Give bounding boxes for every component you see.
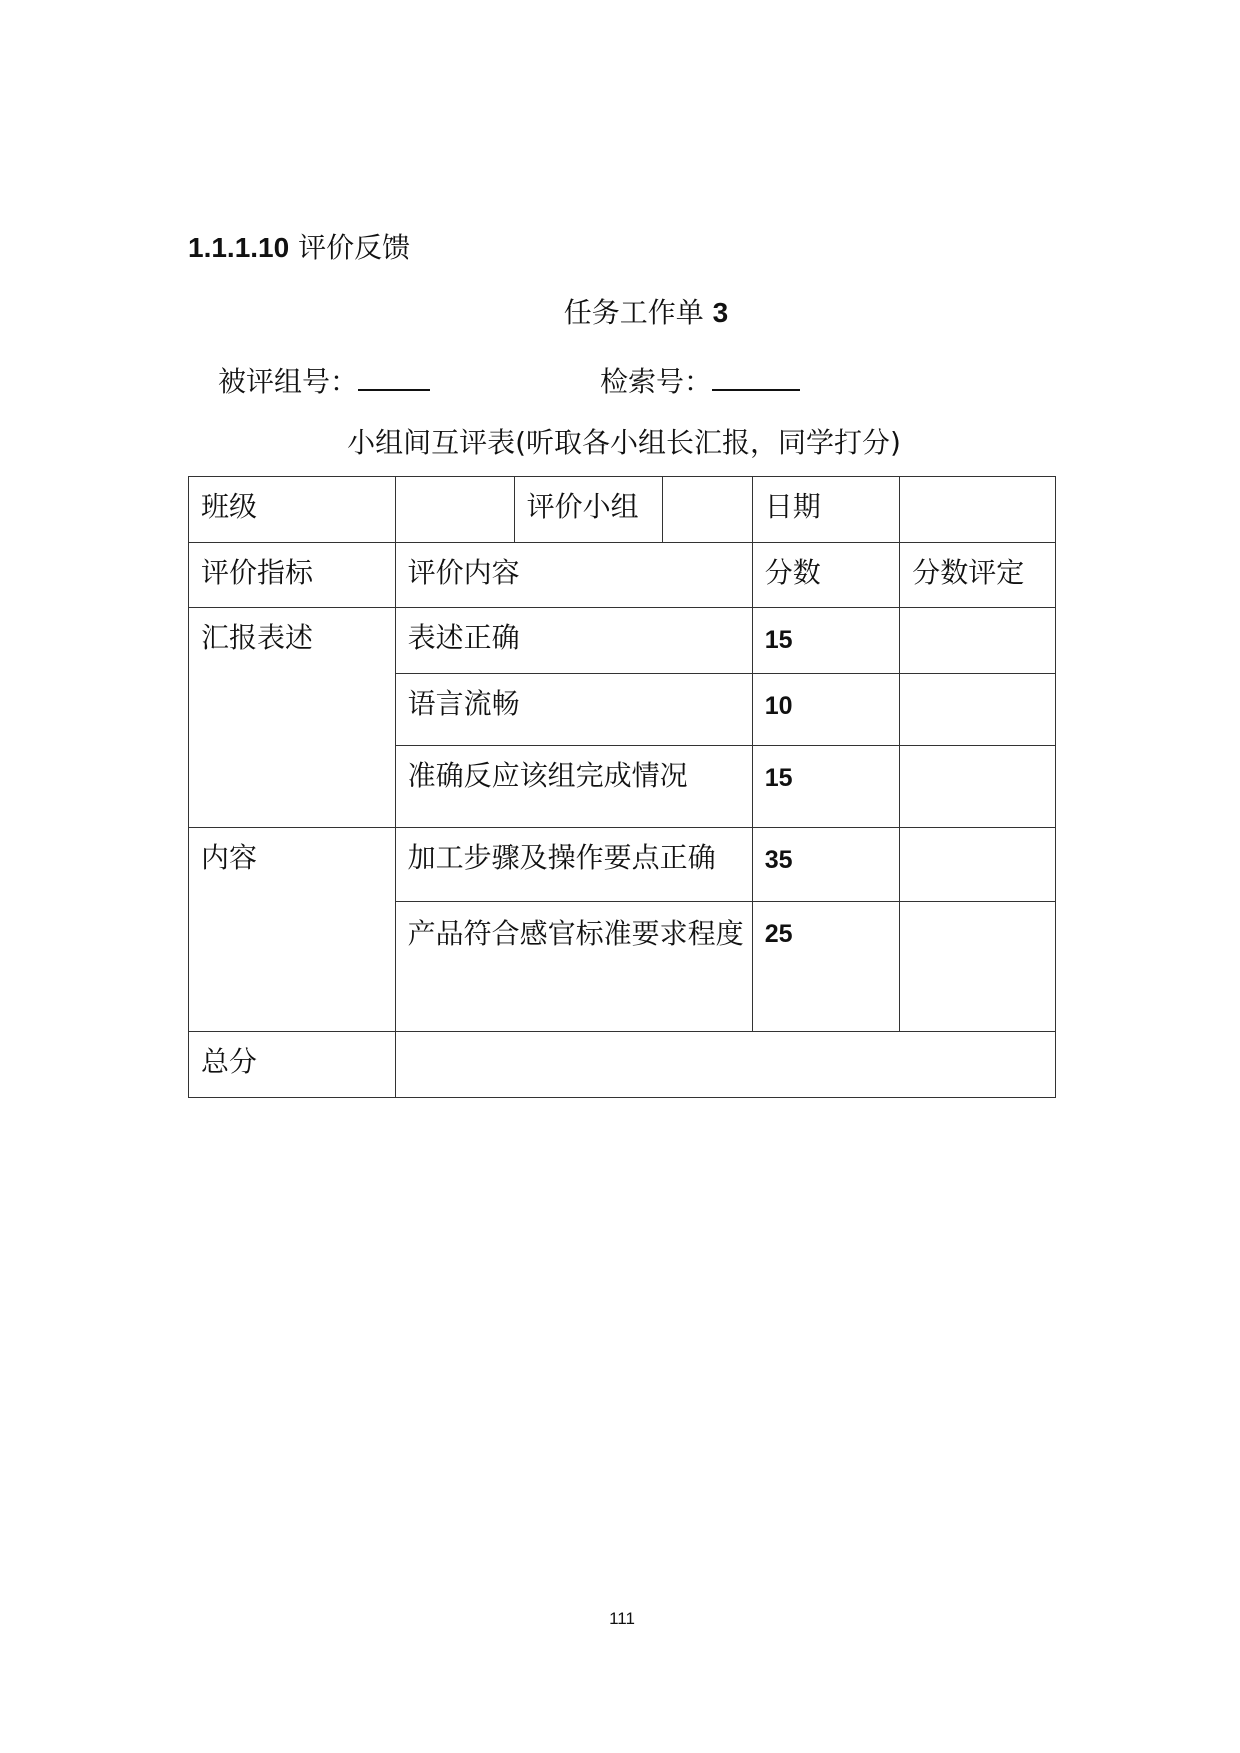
category-cell-content: 内容: [189, 828, 396, 1032]
date-value-cell[interactable]: [900, 477, 1056, 543]
content-cell: 语言流畅: [395, 674, 752, 746]
table-row-total: [189, 1032, 1056, 1098]
search-number-blank[interactable]: [712, 359, 800, 391]
worksheet-number: 3: [712, 297, 729, 328]
points-cell: 25: [752, 902, 900, 1032]
worksheet-title-text: 任务工作单: [563, 296, 704, 329]
table-row-column-headers: [189, 543, 1056, 608]
evaluated-group-blank[interactable]: [358, 359, 430, 391]
rating-cell[interactable]: [900, 674, 1056, 746]
evaluated-group-field: [218, 359, 430, 402]
table-row-header-info: [189, 477, 1056, 543]
points-cell: 10: [752, 674, 900, 746]
category-cell-report: 汇报表述: [189, 608, 396, 828]
table-row: [189, 828, 1056, 902]
content-header-cell: 评价内容: [395, 543, 752, 608]
page-number: 111: [609, 1609, 635, 1628]
section-heading: [188, 228, 410, 268]
rating-cell[interactable]: [900, 746, 1056, 828]
rating-cell[interactable]: [900, 902, 1056, 1032]
rating-cell[interactable]: [900, 828, 1056, 902]
class-value-cell[interactable]: [395, 477, 514, 543]
points-cell: 15: [752, 608, 900, 674]
content-cell: 产品符合感官标准要求程度: [395, 902, 752, 1032]
table-caption: 小组间互评表(听取各小组长汇报，同学打分): [347, 426, 901, 459]
points-cell: 15: [752, 746, 900, 828]
rating-cell[interactable]: [900, 608, 1056, 674]
worksheet-title: [0, 293, 1240, 333]
content-cell: 表述正确: [395, 608, 752, 674]
evaluated-group-label: 被评组号：: [218, 365, 359, 398]
total-value-cell[interactable]: [395, 1032, 1055, 1098]
class-label-cell: 班级: [189, 477, 396, 543]
date-label-cell: 日期: [752, 477, 900, 543]
indicator-header-cell: 评价指标: [189, 543, 396, 608]
section-number: 1.1.1.10: [188, 232, 290, 263]
table-row: [189, 608, 1056, 674]
search-number-label: 检索号：: [600, 365, 713, 398]
group-label-cell: 评价小组: [514, 477, 663, 543]
rating-header-cell: 分数评定: [900, 543, 1056, 608]
total-label-cell: 总分: [189, 1032, 396, 1098]
peer-evaluation-table: [188, 476, 1056, 1098]
points-header-cell: 分数: [752, 543, 900, 608]
content-cell: 准确反应该组完成情况: [395, 746, 752, 828]
content-cell: 加工步骤及操作要点正确: [395, 828, 752, 902]
points-cell: 35: [752, 828, 900, 902]
group-value-cell[interactable]: [663, 477, 753, 543]
search-number-field: [600, 359, 800, 402]
section-title: 评价反馈: [298, 231, 411, 264]
